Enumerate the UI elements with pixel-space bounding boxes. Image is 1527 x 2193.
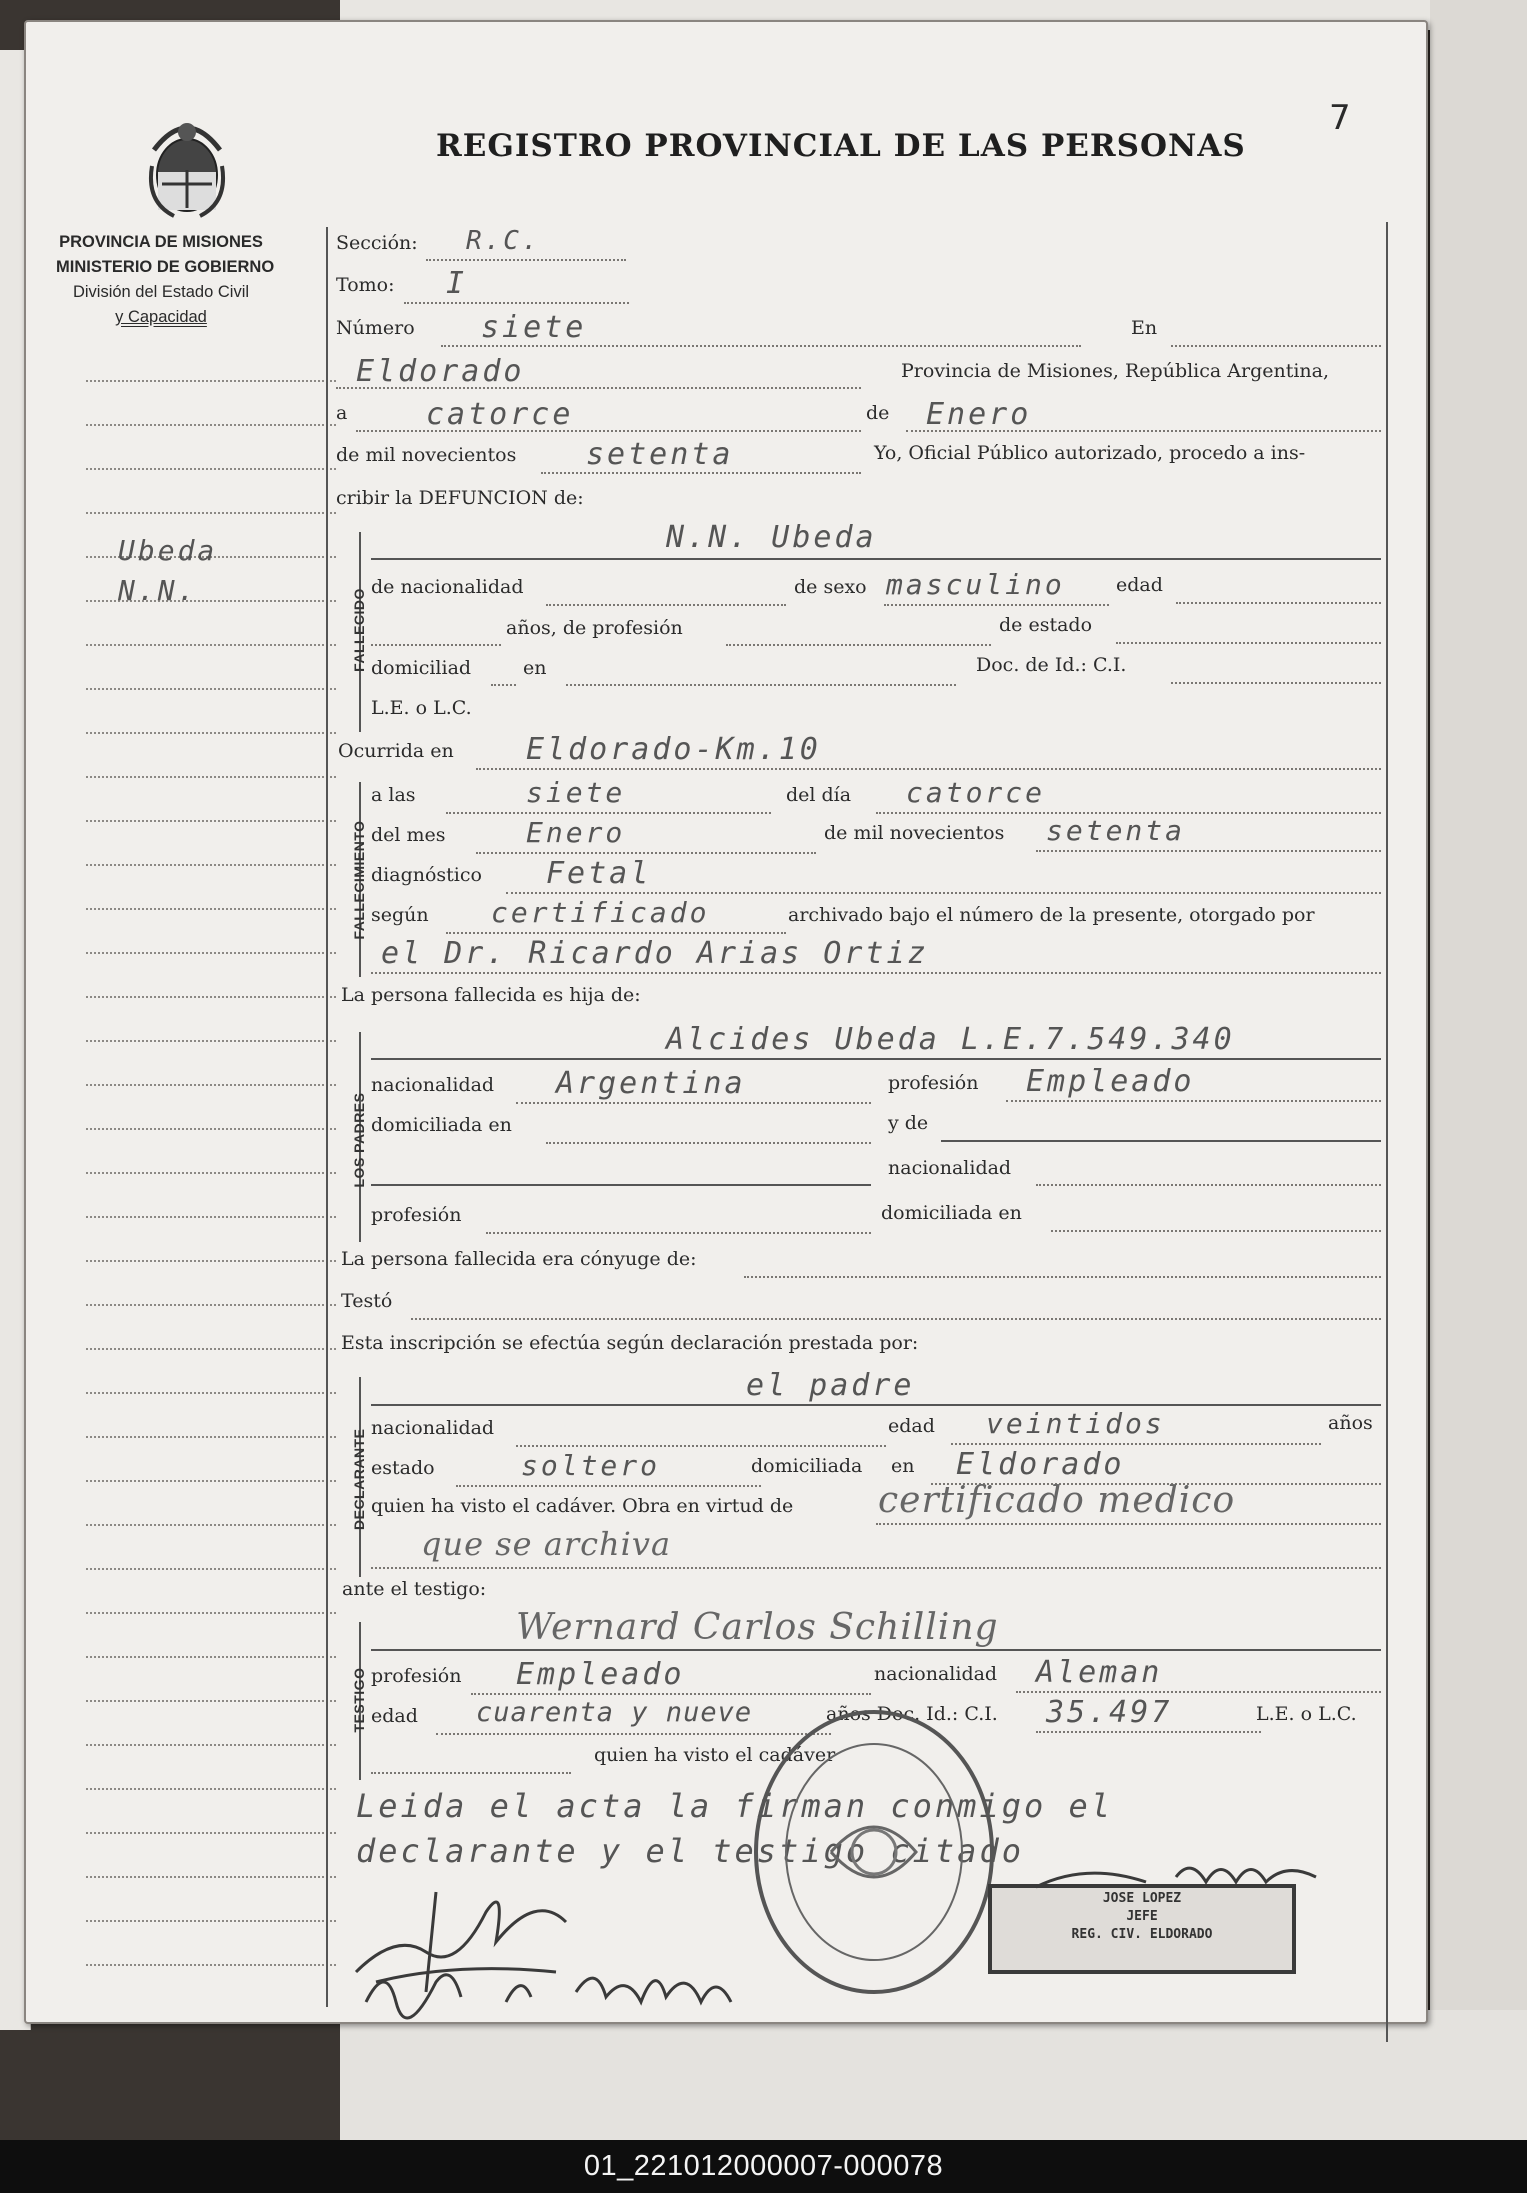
label-domiciliad: domiciliad	[371, 657, 472, 679]
label-a: a	[336, 402, 348, 424]
value-padre-nacionalidad: Argentina	[556, 1066, 746, 1101]
frame-right-line	[1386, 222, 1388, 2042]
background-bottom	[340, 2010, 1527, 2140]
margin-note-name: N.N.	[118, 574, 198, 607]
label-en-domicilio: en	[523, 657, 547, 679]
header-line: y Capacidad	[115, 308, 207, 326]
label-de-mil: de mil novecientos	[336, 444, 517, 466]
label-testo: Testó	[341, 1290, 393, 1312]
label-ante-testigo: ante el testigo:	[342, 1578, 487, 1600]
value-dia: catorce	[426, 397, 574, 432]
value-anio2: setenta	[1046, 814, 1186, 847]
label-doc-id: Doc. de Id.: C.I.	[976, 654, 1127, 676]
value-declarante: el padre	[746, 1368, 915, 1403]
value-segun: certificado	[491, 896, 710, 929]
value-ocurrida: Eldorado-Km.10	[526, 732, 821, 767]
label-declaracion: Esta inscripción se efectúa según declaración prestada por:	[341, 1332, 919, 1354]
value-testigo: Wernard Carlos Schilling	[516, 1607, 999, 1648]
label-seccion: Sección:	[336, 232, 418, 254]
value-medico: el Dr. Ricardo Arias Ortiz	[381, 936, 929, 971]
label-edad: edad	[1116, 574, 1163, 596]
value-diagnostico: Fetal	[546, 856, 652, 891]
closing-line-1: Leida el acta la firman conmigo el	[356, 1787, 1114, 1825]
frame-left-line	[326, 227, 328, 2007]
value-mes2: Enero	[526, 816, 626, 849]
value-padre-profesion: Empleado	[1026, 1064, 1195, 1099]
label-testigo-le-lc: L.E. o L.C.	[1256, 1703, 1357, 1725]
label-de-mil2: de mil novecientos	[824, 822, 1005, 844]
value-testigo-ci: 35.497	[1046, 1695, 1173, 1730]
label-profesion-padre: profesión	[888, 1072, 979, 1094]
label-segun: según	[371, 904, 429, 926]
stamp-line: JOSE LOPEZ	[1102, 1891, 1182, 1906]
label-declarante-en: en	[891, 1455, 915, 1477]
label-testigo-cadaver: quien ha visto el cadáver	[594, 1744, 836, 1766]
label-declarante-anos: años	[1328, 1412, 1373, 1434]
institution-header	[56, 230, 275, 330]
value-testigo-nacionalidad: Aleman	[1036, 1655, 1163, 1690]
label-domiciliada-madre: domiciliada en	[881, 1202, 1022, 1224]
value-dia2: catorce	[906, 776, 1046, 809]
section-label-fallecimiento: FALLECIMIENTO	[351, 820, 367, 940]
label-le-lc: L.E. o L.C.	[371, 697, 472, 719]
section-label-declarante: DECLARANTE	[351, 1428, 367, 1530]
label-testigo-nacionalidad: nacionalidad	[874, 1663, 998, 1685]
background-right	[1430, 0, 1527, 2140]
coat-of-arms-icon	[144, 110, 230, 220]
value-declarante-estado: soltero	[521, 1449, 661, 1482]
label-nacionalidad-madre: nacionalidad	[888, 1157, 1012, 1179]
value-testigo-edad: cuarenta y nueve	[476, 1697, 753, 1728]
register-page	[24, 20, 1428, 2024]
label-numero: Número	[336, 317, 415, 339]
label-provincia: Provincia de Misiones, República Argentina,	[901, 360, 1330, 382]
closing-line-2: declarante y el testigo citado	[356, 1832, 1024, 1870]
label-a-las: a las	[371, 784, 416, 806]
label-archivado: archivado bajo el número de la presente, otorgado por	[788, 904, 1315, 926]
label-del-mes: del mes	[371, 824, 446, 846]
label-testigo-edad: edad	[371, 1705, 418, 1727]
label-nacionalidad-padre: nacionalidad	[371, 1074, 495, 1096]
label-y-de: y de	[888, 1112, 929, 1134]
value-seccion: R.C.	[466, 226, 541, 256]
label-conyuge: La persona fallecida era cónyuge de:	[341, 1248, 697, 1270]
value-obra-linea1: certificado medico	[878, 1480, 1236, 1521]
value-declarante-domicilio: Eldorado	[956, 1447, 1125, 1482]
label-tomo: Tomo:	[336, 274, 395, 296]
label-domiciliada-padre: domiciliada en	[371, 1114, 512, 1136]
header-line: PROVINCIA DE MISIONES	[59, 233, 263, 251]
label-profesion-madre: profesión	[371, 1204, 462, 1226]
value-lugar: Eldorado	[356, 354, 525, 389]
value-padre: Alcides Ubeda L.E.7.549.340	[666, 1022, 1235, 1057]
value-anio: setenta	[586, 437, 734, 472]
page-title: REGISTRO PROVINCIAL DE LAS PERSONAS	[436, 128, 1246, 164]
value-mes: Enero	[926, 397, 1032, 432]
label-declarante-edad: edad	[888, 1415, 935, 1437]
label-estado: de estado	[999, 614, 1093, 636]
value-nombre: N.N. Ubeda	[666, 520, 877, 555]
label-declarante-domiciliada: domiciliada	[751, 1455, 863, 1477]
label-inscribir: cribir la DEFUNCION de:	[336, 487, 584, 509]
section-label-fallecido: FALLECIDO	[351, 588, 367, 672]
label-ocurrida: Ocurrida en	[338, 740, 454, 762]
label-sexo: de sexo	[794, 576, 867, 598]
label-nacionalidad: de nacionalidad	[371, 576, 524, 598]
official-seal-icon	[746, 1702, 1006, 2002]
label-testigo-doc: años Doc. Id.: C.I.	[826, 1703, 998, 1725]
value-tomo: I	[446, 266, 468, 301]
value-hora: siete	[526, 776, 626, 809]
label-declarante-nacionalidad: nacionalidad	[371, 1417, 495, 1439]
value-declarante-edad: veintidos	[986, 1407, 1165, 1440]
label-diagnostico: diagnóstico	[371, 864, 482, 886]
label-del-dia: del día	[786, 784, 852, 806]
value-testigo-profesion: Empleado	[516, 1657, 685, 1692]
label-de: de	[866, 402, 890, 424]
value-obra-linea2: que se archiva	[421, 1525, 672, 1563]
margin-note-surname: Ubeda	[118, 534, 218, 567]
label-hija-de: La persona fallecida es hija de:	[341, 984, 641, 1006]
value-numero: siete	[481, 310, 587, 345]
value-sexo: masculino	[886, 568, 1065, 601]
header-line: División del Estado Civil	[72, 283, 250, 301]
stamp-line: JEFE	[1126, 1909, 1158, 1924]
label-testigo-profesion: profesión	[371, 1665, 462, 1687]
officer-stamp	[988, 1884, 1296, 1974]
label-cadaver: quien ha visto el cadáver. Obra en virtud de	[371, 1495, 794, 1517]
witness-signature	[356, 1942, 776, 2022]
label-oficial: Yo, Oficial Público autorizado, procedo a ins-	[874, 442, 1306, 464]
page-number: 7	[1329, 98, 1351, 138]
label-anos-profesion: años, de profesión	[506, 617, 683, 639]
header-line: MINISTERIO DE GOBIERNO	[56, 258, 275, 276]
section-label-padres: LOS PADRES	[351, 1092, 367, 1188]
file-id-caption: 01_221012000007-000078	[0, 2140, 1527, 2193]
label-declarante-estado: estado	[371, 1457, 435, 1479]
label-en: En	[1131, 317, 1158, 339]
stamp-line: REG. CIV. ELDORADO	[1071, 1927, 1213, 1942]
section-label-testigo: TESTIGO	[351, 1667, 367, 1733]
